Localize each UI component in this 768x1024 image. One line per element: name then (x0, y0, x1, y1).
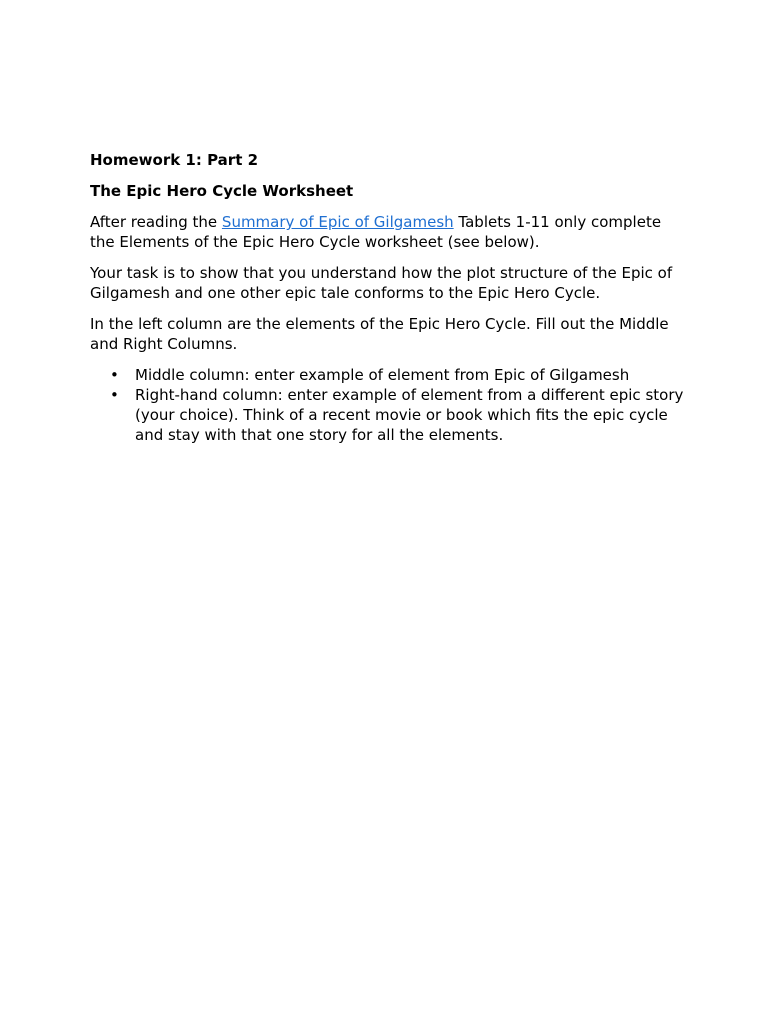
bullet-icon: • (110, 366, 119, 384)
document-page (90, 150, 690, 445)
worksheet-title: The Epic Hero Cycle Worksheet (90, 182, 354, 200)
instructions-list (90, 365, 690, 445)
bullet-icon: • (110, 386, 119, 404)
intro-text-after-link: Tablets 1-11 only complete the Elements of the Epic Hero Cycle worksheet (see below). (90, 213, 662, 251)
list-item-text: Right-hand column: enter example of element from a different epic story (your choice). Think of a recent movie or book which fits the epic cycle and stay with that one story for all the elements. (135, 386, 684, 444)
list-item-text: Middle column: enter example of element from Epic of Gilgamesh (135, 366, 630, 384)
intro-text-before-link: After reading the (90, 213, 222, 231)
list-item (90, 385, 690, 445)
page-title: Homework 1: Part 2 (90, 151, 259, 169)
summary-link[interactable]: Summary of Epic of Gilgamesh (221, 213, 454, 231)
list-item (90, 365, 690, 385)
columns-paragraph: In the left column are the elements of the Epic Hero Cycle. Fill out the Middle and Right Columns. (90, 315, 669, 353)
intro-paragraph (90, 212, 690, 252)
task-paragraph: Your task is to show that you understand how the plot structure of the Epic of Gilgamesh and one other epic tale conforms to the Epic Hero Cycle. (90, 264, 673, 302)
